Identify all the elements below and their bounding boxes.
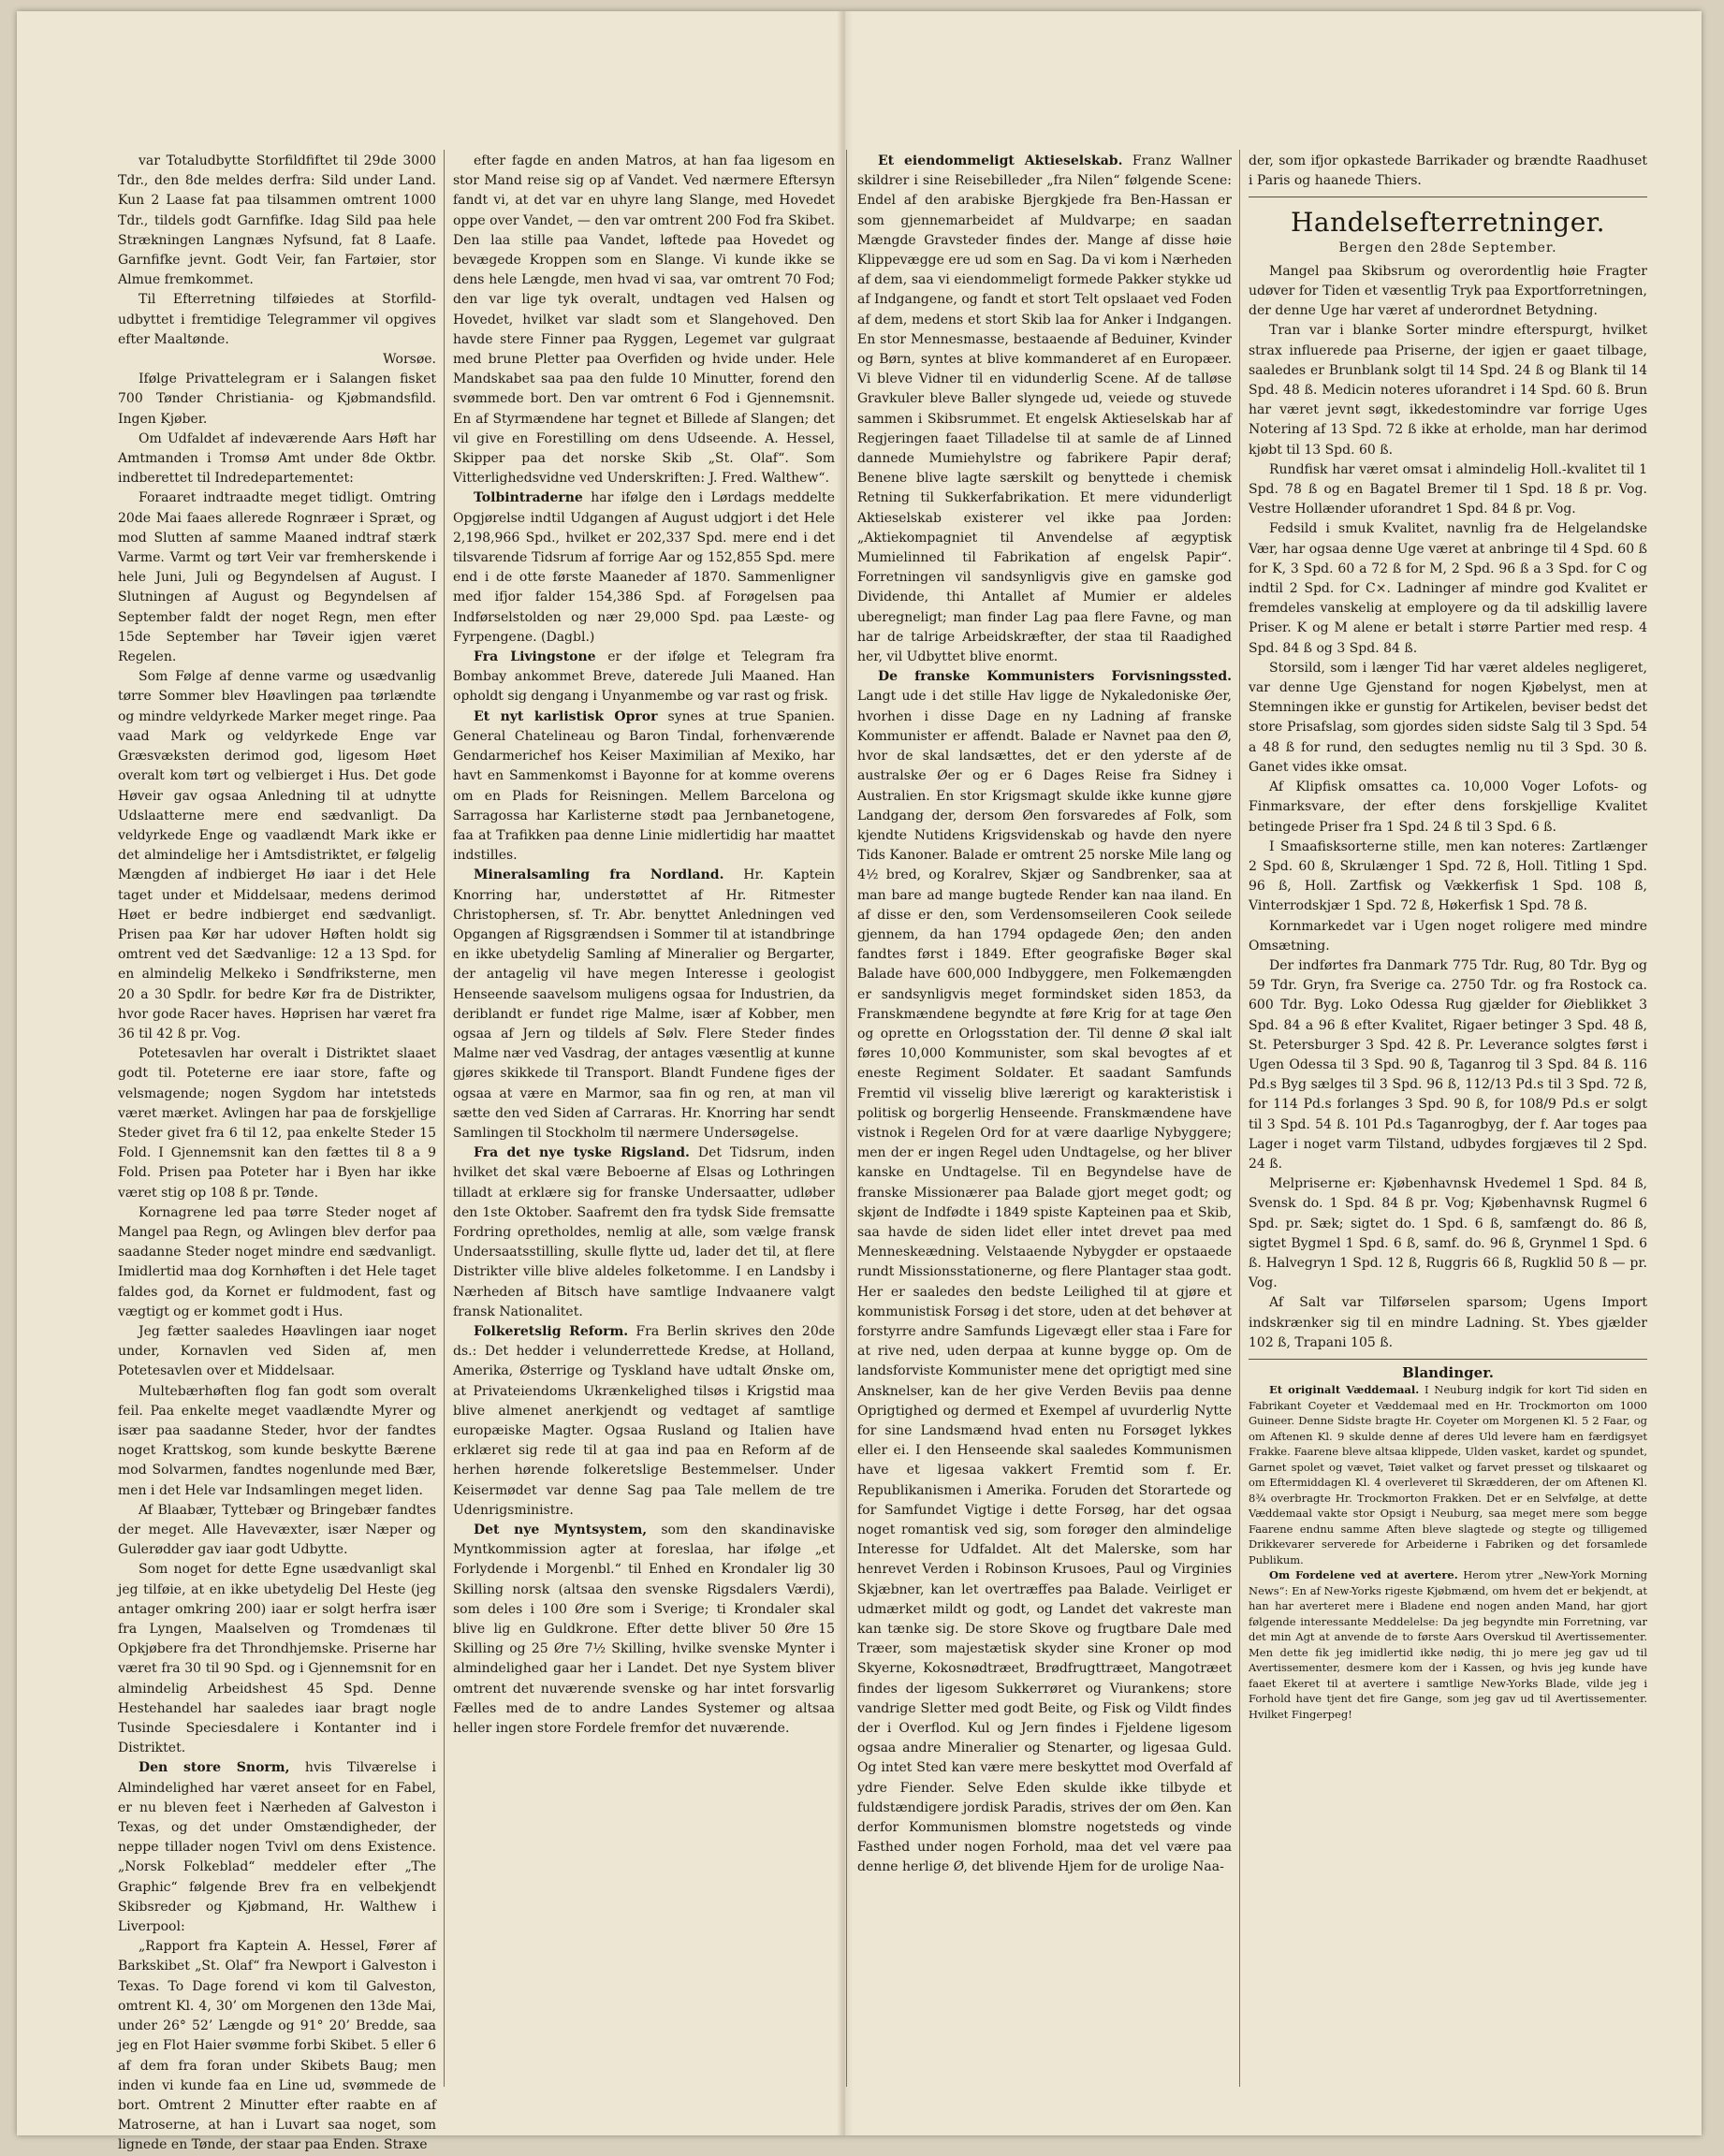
article-paragraph bbox=[453, 1144, 835, 1322]
column-4 bbox=[1249, 152, 1647, 2079]
section-divider bbox=[1249, 1359, 1647, 1360]
center-fold bbox=[837, 11, 854, 2135]
article-paragraph: Kornmarkedet var i Ugen noget roligere med mindre Omsætning. bbox=[1249, 918, 1647, 954]
article-paragraph: Multebærhøften flog fan godt som overalt feil. Paa enkelte meget vaadlændte Myrer og især paa saadanne Steder, hvor der fandtes noget Krattskog, som kunde beskytte Bærene mod Solvarmen, fandtes nogenlunde med Bær, men i det Hele var Indsamlingen meget liden. bbox=[118, 1383, 436, 1498]
signature: Worsøe. bbox=[383, 352, 436, 368]
article-heading: Folkeretslig Reform. bbox=[474, 1323, 629, 1339]
article-paragraph: I Smaafisksorterne stille, men kan noteres: Zartlænger 2 Spd. 60 ß, Skrulænger 1 Spd. 72 ß, Holl. Titling 1 Spd. 96 ß, Holl. Zartfisk og Vækkerfisk 1 Spd. 108 ß, Vinterrodskjær 1 Spd. 72 ß, Høkerfisk 1 Spd. 78 ß. bbox=[1249, 838, 1647, 914]
article-paragraph bbox=[857, 667, 1232, 1877]
article-paragraph bbox=[453, 707, 835, 867]
article-heading: De franske Kommunisters Forvisningssted. bbox=[878, 669, 1232, 685]
article-text: synes at true Spanien. General Chatelineau og Baron Tindal, forhenværende Gendarmerichef hos Keiser Maximilian af Mexiko, har havt en Sammenkomst i Bayonne for at komme overens om en Plads for Reisningen. Mellem Barcelona og Sarragossa har Karlisterne stødt paa Jernbanetogene, faa at Trafikken paa denne Linie midlertidig har maattet indstilles. bbox=[453, 708, 836, 864]
article-heading: Det nye Myntsystem, bbox=[474, 1522, 648, 1538]
newspaper-page bbox=[17, 11, 1702, 2153]
article-paragraph: Om Udfaldet af indeværende Aars Høft har Amtmanden i Tromsø Amt under 8de Oktbr. indberettet til Indredepartementet: bbox=[118, 430, 436, 487]
article-text: som den skandinaviske Myntkommission agter at foreslaa, har ifølge „et Forlydende i Morgenbl.“ til Enhed en Krondaler lig 30 Skilling norsk (altsaa den svenske Rigsdalers Værdi), som deles i 100 Øre som i Sverige; ti Krondaler skal blive lig en Guldkrone. Efter dette bliver 50 Øre 15 Skilling og 25 Øre 7½ Skilling, hvilke svenske Mynter i almindelighed gaar her i Landet. Det nye System bliver omtrent det nuværende svenske og har intet forsvarlig Fælles med de to andre Landes Systemer og altsaa heller ingen store Fordele fremfor det nuværende. bbox=[453, 1522, 835, 1737]
article-heading: Om Fordelene ved at avertere. bbox=[1269, 1568, 1458, 1582]
article-text: Herom ytrer „New-York Morning News“: En af New-Yorks rigeste Kjøbmænd, om hvem det er bekjendt, at han har averteret mere i Bladene end nogen anden Mand, har gjort følgende interessante Meddelelse: Da jeg begyndte min Forretning, var det min Agt at anvende de to første Aars Overskud til Avertissementer. Men dette fik jeg imidlertid ikke nødig, thi jo mere jeg gav ud til Avertissementer, desmere kom der i Kassen, og hvis jeg kunde have faaet Ekeret til at avertere i samtlige New-Yorks Blade, vilde jeg i Forhold have tjent det fire Gange, som jeg gav ud til Avertissementer. Hvilket Fingerpeg! bbox=[1249, 1568, 1647, 1721]
column-rule bbox=[444, 150, 445, 2087]
article-paragraph bbox=[857, 152, 1232, 667]
article-paragraph: Rundfisk har været omsat i almindelig Holl.-kvalitet til 1 Spd. 78 ß og en Bagatel Bremer til 1 Spd. 18 ß pr. Vog. Vestre Hollænder uforandret 1 Spd. 84 ß pr. Vog. bbox=[1249, 461, 1647, 517]
article-heading: Den store Snorm, bbox=[139, 1760, 290, 1776]
article-paragraph: var Totaludbytte Storfildfiftet til 29de 3000 Tdr., den 8de meldes derfra: Sild under Land. Kun 2 Laase fat paa tilsammen omtrent 1000 Tdr., tildels godt Garnfifke. Idag Sild paa hele Strækningen Langnæs Nyfsund, fat 8 Laafe. Garnfifke jevnt. Godt Veir, fan Fartøier, stor Almue fremkommet. bbox=[118, 153, 436, 288]
article-paragraph: Ifølge Privattelegram er i Salangen fisket 700 Tønder Christiania- og Kjøbmandsfild. Ingen Kjøber. bbox=[118, 371, 436, 427]
article-paragraph: Storsild, som i længer Tid har været aldeles negligeret, var denne Uge Gjenstand for nogen Kjøbelyst, men at Stemningen ikke er gunstig for Artikelen, beviser bedst det store Prisafslag, som gjordes siden sidste Salg til 3 Spd. 54 a 48 ß for rund, den sedugtes nemlig nu til 3 Spd. 30 ß. Ganet vides ikke omsat. bbox=[1249, 660, 1647, 775]
article-text: er der ifølge et Telegram fra Bombay ankommet Breve, daterede Juli Maaned. Han opholdt sig dengang i Unyanmembe og var rast og frisk. bbox=[453, 649, 836, 705]
column-1 bbox=[118, 152, 436, 2153]
article-paragraph bbox=[453, 866, 835, 1144]
column-rule bbox=[1239, 150, 1240, 2087]
article-paragraph bbox=[453, 1521, 835, 1739]
article-text: Langt ude i det stille Hav ligge de Nykaledoniske Øer, hvorhen i disse Dage en ny Ladning af franske Kommunister er affendt. Balade er Navnet paa den Ø, hvor de skal landsættes, det er den yderste af de australske Øer og er 6 Dages Reise fra Sidney i Australien. En stor Krigsmagt skulde ikke kunne gjøre Landgang der, dersom Øen forsvaredes af Folk, som kjendte Nutidens Krigsvidenskab og havde den nyere Tids Kanoner. Balade er omtrent 25 norske Mile lang og 4½ bred, og Koralrev, Skjær og Sandbrenker, saa at man bare ad mange bugtede Render kan naa iland. En af disse er den, som Verdensomseileren Cook seilede gjennem, da han 1794 opdagede Øen; den anden fandtes først i 1849. Efter geografiske Bøger skal Balade have 600,000 Indbyggere, men Folkemængden er sandsynligvis meget formindsket siden 1853, da Franskmændene begyndte at føre Krig for at tage Øen og oprette en Orlogsstation der. Til denne Ø skal ialt føres 10,000 Kommunister, som skal bevogtes af et eneste Regiment Soldater. Et saadant Samfunds Fremtid vil visselig blive lærerigt og karakteristisk i politisk og borgerlig Henseende. Franskmændene have vistnok i Regelen Ord for at være daarlige Nybyggere; men der er ingen Regel uden Undtagelse, og her bliver kanske en Undtagelse. Til en Begyndelse have de franske Missionærer paa Balade gjort meget godt; og skjønt de Indfødte i 1849 spiste Kapteinen paa et Skib, saa havde de siden lidet eller intet drevet paa med Menneskeædning. Velstaaende Nybygder er opstaaede rundt Missionsstationerne, og flere Plantager staa godt. Her er saaledes den bedste Leilighed til at gjøre et kommunistisk Forsøg i det store, uden at det behøver at forstyrre andre Samfunds Ligevægt eller staa i Fare for at rive ned, uden derpaa at kunne bygge op. Om de landsforviste Kommunister mene det oprigtigt med sine Ansknelser, kan de her give Verden Beviis paa denne Oprigtighed og dermed et Exempel af uvurderlig Nytte for sine Landsmænd hvad enten nu Forsøget lykkes eller ei. I den Henseende skal saaledes Kommunismen have et ligesaa vakkert Fremtid som f. Er. Republikanismen i Amerika. Foruden det Storartede og for Samfundet Vigtige i dette Forsøg, har det ogsaa noget romantisk ved sig, som forøger den almindelige Interesse for Udfaldet. Alt det Malerske, som har henrevet Verden i Robinson Krusoes, Paul og Virginies Skjæbner, kan let overtræffes paa Balade. Veirliget er udmærket mildt og godt, og Landet det vakreste man kan tænke sig. De store Skove og frugtbare Dale med Træer, som majestætisk skyder sine Kroner op mod Skyerne, Kokosnødtræet, Brødfrugttræet, Mangotræet findes der ligesom Sukkerrøret og Viurankens; store vandrige Sletter med godt Beite, og Fisk og Vildt findes der i Overflod. Kul og Jern findes i Fjeldene ligesom ogsaa andre Mineralier og Stenarter, og ligesaa Guld. Og intet Sted kan være mere beskyttet mod Overfald af ydre Fiender. Selve Eden skulde ikke tilbyde et fuldstændigere jordisk Paradis, strives der om Øen. Kan derfor Kommunismen blomstre nogetsteds og vinde Fasthed under nogen Forhold, maa det vel være paa denne herlige Ø, det blivende Hjem for de urolige Naa- bbox=[857, 689, 1232, 1875]
article-paragraph bbox=[118, 1758, 436, 1937]
article-paragraph bbox=[1249, 1382, 1647, 1567]
article-text: I Neuburg indgik for kort Tid siden en Fabrikant Coyeter et Væddemaal med en Hr. Trockmorton om 1000 Guineer. Denne Sidste bragte Hr. Coyeter om Morgenen Kl. 5 2 Faar, og om Aftenen Kl. 9 skulde denne af deres Uld levere ham en færdigsyet Frakke. Faarene bleve altsaa klippede, Ulden vasket, kardet og spundet, Garnet spolet og vævet, Tøiet valket og farvet presset og tilskaaret og om Eftermiddagen Kl. 4 overleveret til Skrædderen, der om Aftenen Kl. 8¾ overbragte Hr. Trockmorton Frakken. Det er en Selvfølge, at dette Væddemaal vakte stor Opsigt i Neuburg, saa meget mere som begge Faarene endnu samme Aften bleve slagtede og stegte og tilligemed Drikkevarer serverede for Arbeiderne i Fabriken og det forsamlede Publikum. bbox=[1249, 1383, 1647, 1566]
article-paragraph: Til Efterretning tilføiedes at Storfild-udbyttet i fremtidige Telegrammer vil opgives efter Maaltønde. bbox=[118, 292, 436, 347]
article-paragraph: Af Klipfisk omsattes ca. 10,000 Voger Lofots- og Finmarksvare, der efter dens forskjellige Kvalitet betingede Priser fra 1 Spd. 24 ß til 3 Spd. 6 ß. bbox=[1249, 779, 1647, 835]
article-paragraph: Kornagrene led paa tørre Steder noget af Mangel paa Regn, og Avlingen blev derfor paa saadanne Steder noget mindre end sædvanligt. Imidlertid maa dog Kornhøften i det Hele taget faldes god, da Kornet er fuldmodent, fast og vægtigt og er kommet godt i Hus. bbox=[118, 1204, 436, 1319]
article-text: Fra Berlin skrives den 20de ds.: Det hedder i velunderrettede Kredse, at Holland, Amerika, Østerrige og Tyskland have udtalt Ønske om, at Privateiendoms Ukrænkelighed tilsøs i Krigstid maa blive almenet anerkjendt og vedtaget af samtlige europæiske Magter. Ogsaa Rusland og Italien have erklæret sig rede til at gaa ind paa en Reform af de herhen hørende folkeretslige Bestemmelser. Under Keisermødet var denne Sag paa Tale mellem de tre Udenrigsministre. bbox=[453, 1323, 835, 1518]
article-paragraph: Tran var i blanke Sorter mindre efterspurgt, hvilket strax influerede paa Priserne, der igjen er gaaet tilbage, saaledes er Brunblank solgt til 14 Spd. 24 ß og Blank til 14 Spd. 48 ß. Medicin noteres uforandret i 14 Spd. 60 ß. Brun har været jevnt søgt, ikkedestomindre var forrige Uges Notering af 13 Spd. 72 ß ikke at erholde, man har derimod kjøbt til 13 Spd. 60 ß. bbox=[1249, 323, 1647, 458]
article-paragraph bbox=[453, 648, 835, 707]
article-heading: Fra det nye tyske Rigsland. bbox=[474, 1145, 690, 1161]
article-paragraph: Der indførtes fra Danmark 775 Tdr. Rug, 80 Tdr. Byg og 59 Tdr. Gryn, fra Sverige ca. 2750 Tdr. og fra Rostock ca. 600 Tdr. Byg. Loko Odessa Rug gjælder for Øieblikket 3 Spd. 84 a 96 ß efter Kvalitet, Rigaer betinger 3 Spd. 48 ß, St. Petersburger 3 Spd. 42 ß. Pr. Leverance solgtes først i Ugen Odessa til 3 Spd. 90 ß, Taganrog til 3 Spd. 84 ß. 116 Pd.s Byg sælges til 3 Spd. 96 ß, 112/13 Pd.s til 3 Spd. 72 ß, for 114 Pd.s forlanges 3 Spd. 90 ß, for 108/9 Pd.s er solgt til 3 Spd. 54 ß. 101 Pd.s Taganrogbyg, der f. Aar toges paa Lager i noget varm Tilstand, udbydes forgjæves til 2 Spd. 24 ß. bbox=[1249, 957, 1647, 1172]
article-paragraph: Melpriserne er: Kjøbenhavnsk Hvedemel 1 Spd. 84 ß, Svensk do. 1 Spd. 84 ß pr. Vog; Kjøbenhavnsk Rugmel 6 Spd. pr. Sæk; sigtet do. 1 Spd. 6 ß, samfængt do. 86 ß, sigtet Bygmel 1 Spd. 6 ß, samf. do. 96 ß, Grynmel 1 Spd. 6 ß. Halvegryn 1 Spd. 12 ß, Ruggris 66 ß, Rugklid 50 ß — pr. Vog. bbox=[1249, 1176, 1647, 1291]
article-heading: Mineralsamling fra Nordland. bbox=[474, 867, 724, 883]
article-paragraph: Foraaret indtraadte meget tidligt. Omtring 20de Mai faaes allerede Rognræer i Spræt, og mod Slutten af samme Maaned indtraf stærk Varme. Varmt og tørt Veir var fremherskende i hele Juni, Juli og Begyndelsen af August. I Slutningen af August og Begyndelsen af September faldt der noget Regn, men efter 15de September har Tøveir igjen været Regelen. bbox=[118, 490, 436, 665]
dateline: Bergen den 28de September. bbox=[1338, 240, 1557, 255]
column-3 bbox=[857, 152, 1232, 2079]
article-paragraph: der, som ifjor opkastede Barrikader og brændte Raadhuset i Paris og haanede Thiers. bbox=[1249, 153, 1647, 189]
article-paragraph bbox=[1249, 1567, 1647, 1722]
article-paragraph: Mangel paa Skibsrum og overordentlig høie Fragter udøver for Tiden et væsentlig Tryk paa Exportforretningen, der denne Uge har været af underordnet Betydning. bbox=[1249, 263, 1647, 319]
article-paragraph: Jeg fætter saaledes Høavlingen iaar noget under, Kornavlen ved Siden af, men Potetesavlen over et Middelsaar. bbox=[118, 1323, 436, 1379]
article-heading: Fra Livingstone bbox=[474, 649, 596, 665]
article-text: Franz Wallner skildrer i sine Reisebilleder „fra Nilen“ følgende Scene: Endel af den arabiske Bjergkjede fra Ben-Hassan er som gjennemarbeidet af Muldvarpe; en saadan Mængde Gravsteder findes der. Mange af disse høie Klippevægge ere ud som en Sag. Da vi kom i Nærheden af dem, saa vi eiendommeligt formede Pakker stykke ud af Indgangene, og fandt et stort Telt opslaaet ved Foden af dem, medens et stort Skib laa for Anker i Indgangen. En stor Mennesmasse, bestaaende af Beduiner, Kvinder og Børn, syntes at blive kommanderet af en Europæer. Vi bleve Vidner til en vidunderlig Scene. Af de talløse Gravkuler bleve Baller slyngede ud, veiede og stuvede sammen i Skibsrummet. Et engelsk Aktieselskab har af Regjeringen faaet Tilladelse til at samle de af Linned dannede Mumiehylstre og fabrikere Papir deraf; Benene blive lagte særskilt og benyttede i chemisk Retning til Sukkerfabrikation. Et mere vidunderligt Aktieselskab existerer vel ikke paa Jorden: „Aktiekompagniet til Anvendelse af ægyptisk Mumielinned til Fabrikation af engelsk Papir“. Forretningen vil sandsynligvis give en gamske god Dividende, thi Antallet af Mumier er aldeles uberegneligt; man finder Lag paa flere Favne, og man har de talrige Arbeidskræfter, der staa til Raadighed her, vil Udbyttet blive enormt. bbox=[857, 153, 1232, 665]
article-text: har ifølge den i Lørdags meddelte Opgjørelse indtil Udgangen af August udgjort i det Hele 2,198,966 Spd., hvilket er 202,337 Spd. mere end i det tilsvarende Tidsrum af forrige Aar og 152,855 Spd. mere end i de otte første Maaneder af 1870. Sammenligner med ifjor falder 154,386 Spd. af Forøgelsen paa Indførselstolden og nær 29,000 Spd. paa Læste- og Fyrpengene. (Dagbl.) bbox=[453, 490, 835, 645]
miscellany-section bbox=[1249, 1365, 1647, 1723]
article-text: Hr. Kaptein Knorring har, understøttet af Hr. Ritmester Christophersen, sf. Tr. Abr. benyttet Anledningen ved Opgangen af Rigsgrændsen i Sommer til at istandbringe en ikke ubetydelig Samling af Mineralier og Bergarter, der antagelig vil have megen Interesse i geologist Henseende saavelsom muligens ogsaa for Industrien, da deriblandt er fundet rige Malme, især af Kobber, men ogsaa af Jern og tildels af Sølv. Flere Steder findes Malme nær ved Vasdrag, der antages væsentlig at kunne gjøres skikkede til Transport. Blandt Fundene figes der ogsaa at være en Marmor, saa fin og ren, at man vil sætte den ved Siden af Carraras. Hr. Knorring har sendt Samlingen til Stockholm til nærmere Undersøgelse. bbox=[453, 867, 835, 1141]
section-title: Blandinger. bbox=[1402, 1363, 1494, 1381]
article-text: hvis Tilværelse i Almindelighed har været anseet for en Fabel, er nu bleven feet i Nærheden af Galveston i Texas, og det under Omstændigheder, der neppe tillader nogen Tvivl om dens Existence. „Norsk Folkeblad“ meddeler efter „The Graphic“ følgende Brev fra en velbekjendt Skibsreder og Kjøbmand, Hr. Walthew i Liverpool: bbox=[118, 1760, 436, 1935]
article-heading: Et originalt Væddemaal. bbox=[1269, 1383, 1420, 1397]
article-heading: Et nyt karlistisk Opror bbox=[474, 708, 658, 724]
article-paragraph: Som Følge af denne varme og usædvanlig tørre Sommer blev Høavlingen paa tørlændte og mindre veldyrkede Marker meget ringe. Paa vaad Mark og veldyrkede Enge var Græsvæksten derimod god, ligesom Høet overalt kom tørt og velbierget i Hus. Det gode Høveir gav ogsaa Anledning til at udnytte Udslaatterne mere end sædvanligt. Da veldyrkede Enge og vaadlændt Mark ikke er det almindelige her i Amtsdistriktet, er følgelig Mængden af indbierget Hø iaar i det Hele taget under et Middelsaar, medens derimod Høet er bedre indbierget end sædvanligt. Prisen paa Kør har udover Høften holdt sig omtrent ved det Sædvanlige: 12 a 13 Spd. for en almindelig Melkeko i Søndfriksterne, men 20 a 30 Spdlr. for bedre Kør fra de Distrikter, hvor gode Racer haves. Høprisen har været fra 36 til 42 ß pr. Vog. bbox=[118, 669, 436, 1042]
article-paragraph: efter fagde en anden Matros, at han faa ligesom en stor Mand reise sig op af Vandet. Ved nærmere Eftersyn fandt vi, at det var en uhyre lang Slange, med Hovedet oppe over Vandet, — den var omtrent 200 Fod fra Skibet. Den laa stille paa Vandet, løftede paa Hovedet og bevægede Kroppen som en Slange. Vi kunde ikke se dens hele Længde, men hvad vi saa, var omtrent 70 Fod; den var lige tyk overalt, undtagen ved Halsen og Hovedet, hvilket var sladt som et Slangehoved. Den havde stere Finner paa Ryggen, Legemet var gulgraat med brune Pletter paa Overfiden og hvide under. Hele Mandskabet saa paa den fulde 10 Minutter, forend den svømmede bort. Den var omtrent 6 Fod i Gjennemsnit. En af Styrmændene har tegnet et Billede af Slangen; det vil give en Forestilling om dens Udseende. A. Hessel, Skipper paa det norske Skib „St. Olaf“. Som Vitterlighedsvidne ved Underskriften: J. Fred. Walthew“. bbox=[453, 153, 835, 487]
article-text: Det Tidsrum, inden hvilket det skal være Beboerne af Elsas og Lothringen tilladt at erklære sig for franske Undersaatter, udløber den 1ste Oktober. Saafremt den fra tydsk Side fremsatte Fordring opretholdes, nemlig at alle, som vælge fransk Undersaatsstilling, skulle flytte ud, lader det til, at flere Distrikter ville blive aldeles folketomme. I en Landsby i Nærheden af Bitsch have samtlige Indvaanere valgt fransk Nationalitet. bbox=[453, 1145, 835, 1319]
article-paragraph bbox=[453, 1322, 835, 1521]
column-2 bbox=[453, 152, 835, 2079]
article-paragraph: Fedsild i smuk Kvalitet, navnlig fra de Helgelandske Vær, har ogsaa denne Uge været at anbringe til 4 Spd. 60 ß for K, 3 Spd. 60 a 72 ß for M, 2 Spd. 96 ß a 3 Spd. for C og indtil 2 Spd. for C×. Ladninger af mindre god Kvalitet er fremdeles vanskelig at employere og da til adskillig lavere Priser. K og M alene er betalt i større Partier med resp. 4 Spd. 84 ß og 3 Spd. 84 ß. bbox=[1249, 521, 1647, 656]
section-title: Handelsefterretninger. bbox=[1290, 207, 1606, 239]
article-paragraph: Potetesavlen har overalt i Distriktet slaaet godt til. Poteterne ere iaar store, fafte og velsmagende; nogen Sygdom har intetsteds været mærket. Avlingen har paa de forskjellige Steder givet fra 6 til 12, paa enkelte Steder 15 Fold. I Gjennemsnit kan den fættes til 8 a 9 Fold. Prisen paa Poteter har i Byen har ikke været stig op 108 ß pr. Tønde. bbox=[118, 1046, 436, 1201]
article-heading: Et eiendommeligt Aktieselskab. bbox=[878, 153, 1123, 168]
article-paragraph: Af Salt var Tilførselen sparsom; Ugens Import indskrænker sig til en mindre Ladning. St. Ybes gjælder 102 ß, Trapani 105 ß. bbox=[1249, 1295, 1647, 1350]
article-paragraph bbox=[453, 488, 835, 648]
article-heading: Tolbintraderne bbox=[474, 490, 583, 506]
article-paragraph: „Rapport fra Kaptein A. Hessel, Fører af Barkskibet „St. Olaf“ fra Newport i Galveston i Texas. To Dage forend vi kom til Galveston, omtrent Kl. 4, 30’ om Morgenen den 13de Mai, under 26° 52’ Længde og 91° 20’ Bredde, saa jeg en Flot Haier svømme forbi Skibet. 5 eller 6 af dem fra foran under Skibets Baug; men inden vi kunde faa en Line ud, svømmede de bort. Omtrent 2 Minutter efter raabte en af Matroserne, at han i Luvart saa noget, som lignede en Tønde, der staar paa Enden. Straxe bbox=[118, 1939, 436, 2153]
article-paragraph: Som noget for dette Egne usædvanligt skal jeg tilføie, at en ikke ubetydelig Del Heste (jeg antager omkring 200) iaar er solgt herfra især fra Lyngen, Maalselven og Tromdenæs til Opkjøbere fra det Throndhjemske. Priserne har været fra 30 til 90 Spd. og i Gjennemsnit for en almindelig Arbeidshest 45 Spd. Denne Hestehandel har saaledes iaar bragt nogle Tusinde Speciesdalere i Kontanter ind i Distriktet. bbox=[118, 1562, 436, 1756]
article-paragraph: Af Blaabær, Tyttebær og Bringebær fandtes der meget. Alle Havevæxter, især Næper og Gulerødder gav iaar godt Udbytte. bbox=[118, 1502, 436, 1558]
column-rule bbox=[846, 150, 847, 2087]
